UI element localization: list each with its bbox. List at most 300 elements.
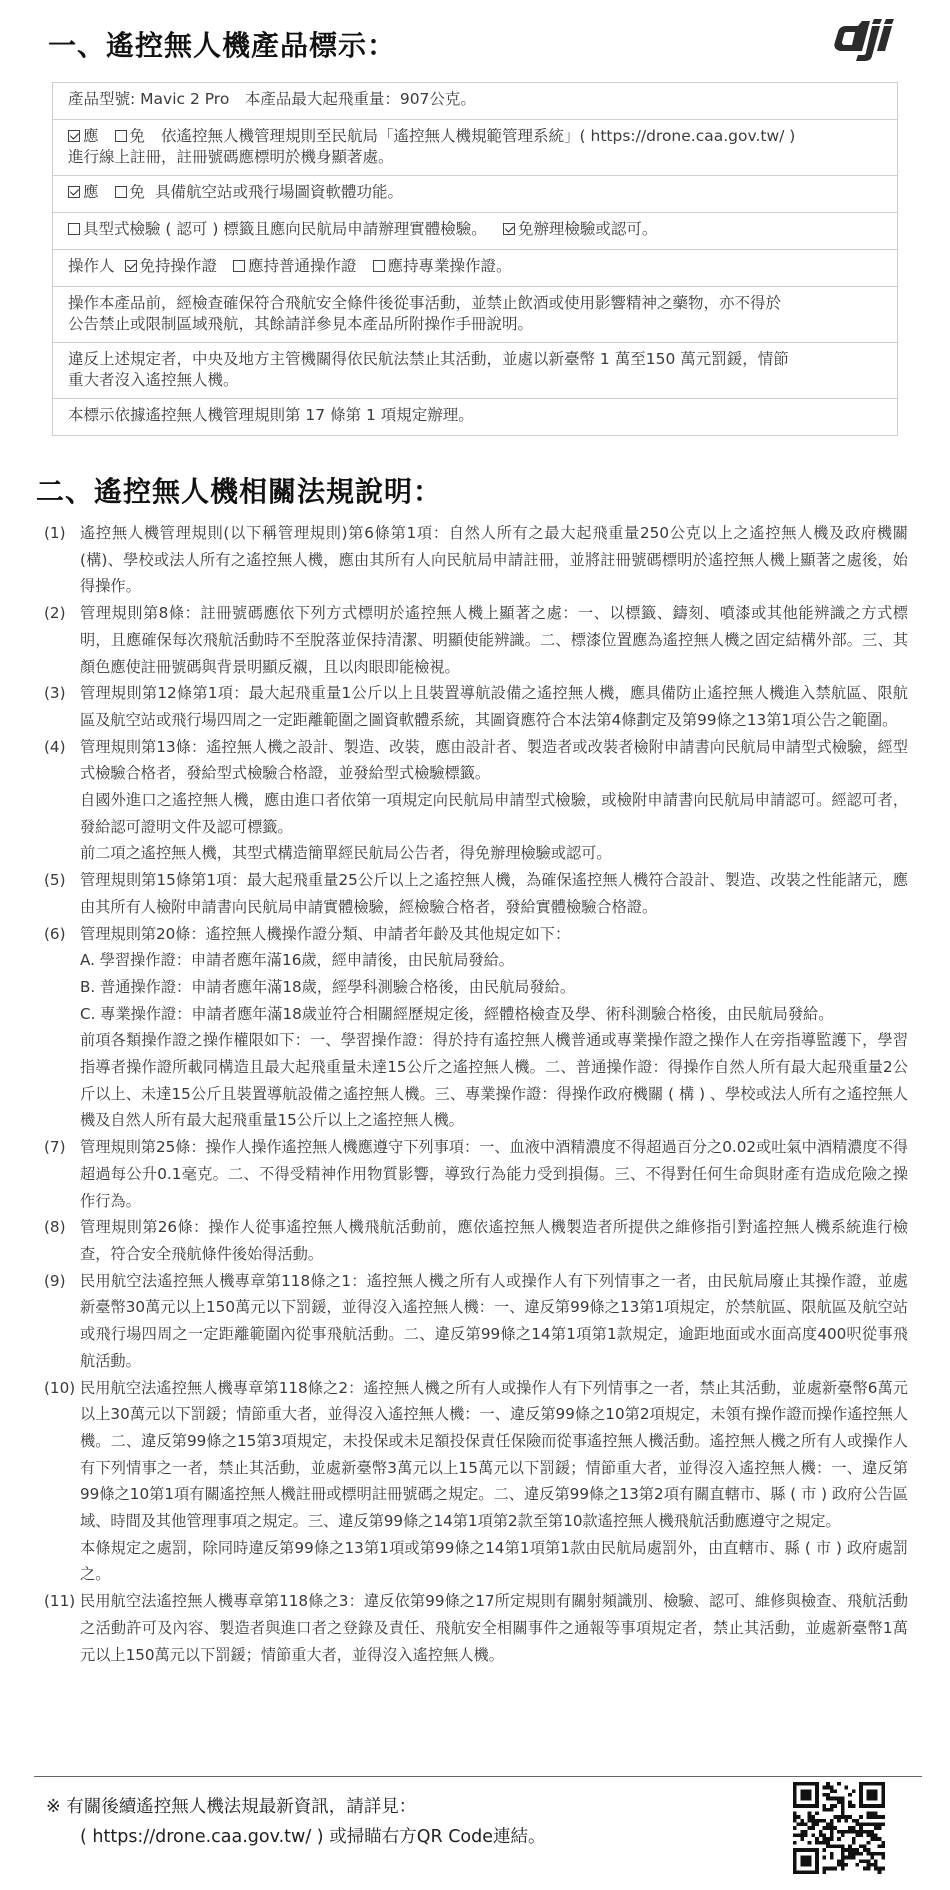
qr-module <box>815 1837 819 1841</box>
qr-module <box>826 1797 830 1801</box>
qr-module <box>859 1859 863 1863</box>
qr-module <box>800 1856 804 1860</box>
qr-module <box>811 1804 815 1808</box>
qr-module <box>837 1837 841 1841</box>
qr-module <box>808 1782 812 1786</box>
label-row-register <box>53 120 897 176</box>
qr-module <box>881 1804 885 1808</box>
qr-module <box>804 1856 808 1860</box>
qr-module <box>870 1793 874 1797</box>
qr-module <box>826 1786 830 1790</box>
qr-module <box>845 1815 849 1819</box>
regulation-item <box>44 1214 908 1267</box>
model-text: 產品型號: Mavic 2 Pro 本產品最大起飛重量：907公克。 <box>68 90 476 108</box>
qr-module <box>859 1845 863 1849</box>
qr-module <box>793 1841 797 1845</box>
qr-module <box>815 1848 819 1852</box>
label-row-model <box>53 83 897 120</box>
qr-module <box>881 1786 885 1790</box>
product-label-table <box>52 82 898 436</box>
qr-module <box>830 1867 834 1871</box>
regulation-paragraph: 前項各類操作證之操作權限如下：一、學習操作證：得於持有遙控無人機普通或專業操作證之操作人在旁指導監護下，學習指導者操作證所載同構造且最大起飛重量未達15公斤之遙控無人機。二、普通操作證：得操作自然人所有最大起飛重量2公斤以上、未達15公斤且裝置導航設備之遙控無人機。三、專業操作證：得操作政府機關 ( 構 ) 、學校或法人所有之遙控無人機及自然人所有最大起飛重量15公斤以上之遙控無人機。 <box>80 1031 908 1130</box>
qr-module <box>881 1822 885 1826</box>
qr-module <box>830 1808 834 1812</box>
qr-module <box>867 1859 871 1863</box>
qr-module <box>878 1852 882 1856</box>
regulation-number: (11) <box>44 1592 76 1611</box>
qr-module <box>830 1804 834 1808</box>
qr-module <box>833 1826 837 1830</box>
qr-module <box>852 1841 856 1845</box>
qr-module <box>867 1863 871 1867</box>
qr-module <box>874 1789 878 1793</box>
qr-module <box>822 1804 826 1808</box>
qr-module <box>881 1800 885 1804</box>
qr-module <box>822 1834 826 1838</box>
qr-module <box>793 1859 797 1863</box>
qr-module <box>815 1852 819 1856</box>
qr-module <box>878 1845 882 1849</box>
regulation-item <box>44 1268 908 1375</box>
qr-module <box>870 1834 874 1838</box>
qr-module <box>863 1867 867 1871</box>
qr-module <box>811 1822 815 1826</box>
qr-module <box>826 1826 830 1830</box>
qr-module <box>870 1789 874 1793</box>
qr-module <box>793 1786 797 1790</box>
qr-module <box>867 1822 871 1826</box>
register-text-line2: 進行線上註冊，註冊號碼應標明於機身顯著處。 <box>68 148 394 166</box>
register-no-label: 免 <box>129 127 146 145</box>
qr-code[interactable] <box>793 1782 885 1874</box>
qr-module <box>804 1859 808 1863</box>
qr-module <box>874 1804 878 1808</box>
checkbox-operator-general[interactable] <box>233 260 245 272</box>
operator-label: 操作人 <box>68 257 115 275</box>
qr-module <box>874 1867 878 1871</box>
qr-module <box>870 1804 874 1808</box>
qr-module <box>852 1789 856 1793</box>
qr-module <box>863 1782 867 1786</box>
qr-module <box>830 1837 834 1841</box>
qr-module <box>859 1804 863 1808</box>
qr-module <box>874 1859 878 1863</box>
qr-module <box>859 1793 863 1797</box>
qr-module <box>881 1867 885 1871</box>
qr-module <box>867 1830 871 1834</box>
qr-module <box>833 1789 837 1793</box>
section1-title: 一、遙控無人機產品標示： <box>48 29 397 62</box>
qr-module <box>800 1863 804 1867</box>
qr-module <box>808 1863 812 1867</box>
qr-module <box>881 1789 885 1793</box>
qr-module <box>856 1852 860 1856</box>
geofence-yes-label: 應 <box>83 183 99 201</box>
qr-module <box>859 1797 863 1801</box>
regulation-paragraph: 本條規定之處罰，除同時違反第99條之13第1項或第99條之14第1項第1款由民航局處罰外，由直轄市、縣 ( 市 ) 政府處罰之。 <box>80 1538 908 1584</box>
qr-module <box>826 1841 830 1845</box>
qr-module <box>841 1808 845 1812</box>
qr-module <box>815 1856 819 1860</box>
qr-module <box>826 1867 830 1871</box>
qr-module <box>841 1815 845 1819</box>
qr-module <box>878 1870 882 1874</box>
qr-module <box>800 1859 804 1863</box>
regulation-paragraph: 管理規則第12條第1項：最大起飛重量1公斤以上且裝置導航設備之遙控無人機，應具備防止遙控無人機進入禁航區、限航區及航空站或飛行場四周之一定距離範圍之圖資軟體系統，其圖資應符合本法第4條劃定及第99條之13第1項公告之範圍。 <box>80 684 908 729</box>
qr-module <box>808 1841 812 1845</box>
qr-module <box>848 1830 852 1834</box>
qr-module <box>859 1800 863 1804</box>
label-row-penalty <box>53 343 897 399</box>
qr-module <box>822 1826 826 1830</box>
qr-module <box>830 1856 834 1860</box>
regulation-item <box>44 867 908 920</box>
qr-module <box>863 1845 867 1849</box>
qr-module <box>867 1782 871 1786</box>
penalty-text-line2: 重大者沒入遙控無人機。 <box>68 371 239 389</box>
checkbox-inspection-exempt[interactable] <box>503 223 515 235</box>
qr-module <box>830 1834 834 1838</box>
qr-module <box>863 1822 867 1826</box>
regulation-paragraph: 民用航空法遙控無人機專章第118條之2：遙控無人機之所有人或操作人有下列情事之一者，禁止其活動，並處新臺幣6萬元以上30萬元以下罰鍰；情節重大者，並得沒入遙控無人機：一、違反第99條之10第2項規定，未領有操作證而操作遙控無人機。二、違反第99條之15第3項規定，未投保或未足額投保責任保險而從事遙控無人機活動。遙控無人機之所有人或操作人有下列情事之一者，禁止其活動，並處新臺幣3萬元以上15萬元以下罰鍰；情節重大者，並得沒入遙控無人機：一、違反第99條之10第1項有關遙控無人機註冊或標明註冊號碼之規定。二、違反第99條之13第2項有關直轄市、縣 ( 市 ) 政府公告區域、時間及其他管理事項之規定。三、違反第99條之14第1項第2款至第10款遙控無人機飛航活動應遵守之規定。 <box>80 1378 908 1531</box>
qr-module <box>808 1804 812 1808</box>
qr-module <box>852 1848 856 1852</box>
label-row-inspection <box>53 213 897 250</box>
regulation-number: (5) <box>44 871 66 890</box>
qr-module <box>811 1834 815 1838</box>
qr-module <box>830 1797 834 1801</box>
qr-module <box>808 1811 812 1815</box>
qr-module <box>822 1786 826 1790</box>
qr-module <box>797 1870 801 1874</box>
regulation-list <box>44 520 908 1668</box>
checkbox-inspection-type[interactable] <box>68 223 80 235</box>
qr-module <box>856 1819 860 1823</box>
qr-module <box>859 1834 863 1838</box>
safety-text-line1: 操作本產品前，經檢查確保符合飛航安全條件後從事活動，並禁止飲酒或使用影響精神之藥物，亦不得於 <box>68 294 782 312</box>
regulation-number: (4) <box>44 737 66 756</box>
qr-module <box>870 1863 874 1867</box>
qr-module <box>793 1782 797 1786</box>
qr-module <box>830 1786 834 1790</box>
qr-module <box>800 1804 804 1808</box>
qr-module <box>881 1793 885 1797</box>
qr-module <box>822 1837 826 1841</box>
qr-module <box>859 1822 863 1826</box>
qr-module <box>848 1815 852 1819</box>
qr-module <box>848 1804 852 1808</box>
qr-module <box>867 1811 871 1815</box>
qr-module <box>819 1834 823 1838</box>
qr-module <box>841 1852 845 1856</box>
qr-module <box>793 1797 797 1801</box>
qr-module <box>841 1845 845 1849</box>
qr-module <box>859 1830 863 1834</box>
regulation-paragraph: 遙控無人機管理規則(以下稱管理規則)第6條第1項：自然人所有之最大起飛重量250公克以上之遙控無人機及政府機關(構)、學校或法人所有之遙控無人機，應由其所有人向民航局申請註冊，並將註冊號碼標明於遙控無人機上顯著之處後，始得操作。 <box>80 524 908 596</box>
qr-module <box>874 1782 878 1786</box>
qr-module <box>837 1845 841 1849</box>
qr-module <box>878 1822 882 1826</box>
regulation-paragraph: 自國外進口之遙控無人機，應由進口者依第一項規定向民航局申請型式檢驗，或檢附申請書向民航局申請認可。經認可者，發給認可證明文件及認可標籤。 <box>80 791 908 836</box>
qr-module <box>797 1815 801 1819</box>
qr-module <box>793 1852 797 1856</box>
qr-module <box>837 1815 841 1819</box>
qr-module <box>804 1789 808 1793</box>
qr-module <box>800 1819 804 1823</box>
qr-module <box>874 1826 878 1830</box>
qr-module <box>845 1848 849 1852</box>
qr-module <box>819 1819 823 1823</box>
regulation-number: (6) <box>44 924 66 943</box>
qr-module <box>874 1863 878 1867</box>
regulation-paragraph: 前二項之遙控無人機，其型式構造簡單經民航局公告者，得免辦理檢驗或認可。 <box>80 844 612 863</box>
qr-module <box>815 1841 819 1845</box>
qr-module <box>811 1815 815 1819</box>
qr-module <box>867 1834 871 1838</box>
qr-module <box>863 1859 867 1863</box>
qr-module <box>881 1815 885 1819</box>
regulation-paragraph: 民用航空法遙控無人機專章第118條之1：遙控無人機之所有人或操作人有下列情事之一者，由民航局廢止其操作證，並處新臺幣30萬元以上150萬元以下罰鍰，並得沒入遙控無人機：一、違反第99條之13第1項規定，於禁航區、限航區及航空站或飛行場四周之一定距離範圍內從事飛航活動。二、違反第99條之14第1項第1款規定，逾距地面或水面高度400呎從事飛航活動。 <box>80 1271 908 1370</box>
qr-module <box>833 1797 837 1801</box>
footer-line1: ※ 有關後續遙控無人機法規最新資訊，請詳見： <box>46 1797 417 1817</box>
qr-module <box>863 1830 867 1834</box>
qr-module <box>878 1782 882 1786</box>
qr-module <box>859 1789 863 1793</box>
qr-module <box>881 1782 885 1786</box>
qr-module <box>804 1793 808 1797</box>
qr-module <box>845 1863 849 1867</box>
qr-module <box>833 1815 837 1819</box>
regulation-number: (9) <box>44 1271 66 1290</box>
regulation-number: (3) <box>44 684 66 703</box>
qr-module <box>870 1815 874 1819</box>
qr-module <box>856 1848 860 1852</box>
regulation-paragraph: C. 專業操作證：申請者應年滿18歲並符合相關經歷規定後，經體格檢查及學、術科測驗合格後，由民航局發給。 <box>80 1004 834 1023</box>
regulation-item <box>44 680 908 733</box>
qr-module <box>870 1852 874 1856</box>
qr-module <box>804 1863 808 1867</box>
qr-module <box>822 1819 826 1823</box>
qr-module <box>867 1789 871 1793</box>
qr-module <box>815 1867 819 1871</box>
qr-module <box>830 1845 834 1849</box>
qr-module <box>845 1819 849 1823</box>
qr-module <box>830 1819 834 1823</box>
qr-module <box>826 1837 830 1841</box>
regulation-paragraph: A. 學習操作證：申請者應年滿16歲，經申請後，由民航局發給。 <box>80 951 514 970</box>
qr-module <box>797 1822 801 1826</box>
qr-module <box>867 1841 871 1845</box>
qr-module <box>881 1856 885 1860</box>
qr-module <box>852 1852 856 1856</box>
qr-module <box>819 1841 823 1845</box>
qr-module <box>800 1830 804 1834</box>
qr-module <box>815 1797 819 1801</box>
operator-none-label: 免持操作證 <box>139 257 218 275</box>
qr-module <box>822 1841 826 1845</box>
qr-module <box>852 1819 856 1823</box>
qr-module <box>874 1822 878 1826</box>
qr-module <box>830 1822 834 1826</box>
qr-module <box>815 1804 819 1808</box>
qr-module <box>797 1834 801 1838</box>
regulation-paragraph: 管理規則第26條：操作人從事遙控無人機飛航活動前，應依遙控無人機製造者所提供之維修指引對遙控無人機系統進行檢查，符合安全飛航條件後始得活動。 <box>80 1218 908 1263</box>
qr-module <box>793 1848 797 1852</box>
qr-module <box>808 1859 812 1863</box>
qr-module <box>859 1852 863 1856</box>
qr-module <box>793 1804 797 1808</box>
qr-module <box>815 1870 819 1874</box>
qr-module <box>822 1870 826 1874</box>
regulation-paragraph: 管理規則第8條：註冊號碼應依下列方式標明於遙控無人機上顯著之處：一、以標籤、鑄刻、噴漆或其他能辨識之方式標明，且應確保每次飛航活動時不至脫落並保持清潔、明顯使能辨識。二、標漆位置應為遙控無人機之固定結構外部。三、其顏色應使註冊號碼與背景明顯反襯，且以肉眼即能檢視。 <box>80 604 908 676</box>
qr-module <box>863 1804 867 1808</box>
regulation-paragraph: 管理規則第20條：遙控無人機操作證分類、申請者年齡及其他規定如下： <box>80 924 571 943</box>
qr-module <box>797 1804 801 1808</box>
qr-module <box>859 1826 863 1830</box>
geofence-no-label: 免 <box>129 183 146 201</box>
geofence-text: 具備航空站或飛行場圖資軟體功能。 <box>155 183 404 201</box>
operator-professional-label: 應持專業操作證。 <box>387 257 512 275</box>
regulation-item <box>44 921 908 1135</box>
qr-module <box>870 1837 874 1841</box>
qr-module <box>841 1804 845 1808</box>
qr-module <box>837 1800 841 1804</box>
qr-module <box>793 1793 797 1797</box>
qr-module <box>874 1793 878 1797</box>
qr-module <box>867 1793 871 1797</box>
qr-module <box>830 1826 834 1830</box>
regulation-item <box>44 600 908 680</box>
qr-module <box>867 1797 871 1801</box>
qr-module <box>852 1830 856 1834</box>
qr-module <box>793 1815 797 1819</box>
qr-module <box>874 1811 878 1815</box>
qr-module <box>870 1811 874 1815</box>
qr-module <box>811 1819 815 1823</box>
qr-module <box>811 1826 815 1830</box>
qr-module <box>841 1859 845 1863</box>
qr-module <box>841 1848 845 1852</box>
qr-module <box>852 1837 856 1841</box>
qr-module <box>859 1815 863 1819</box>
qr-module <box>841 1856 845 1860</box>
qr-module <box>815 1786 819 1790</box>
qr-module <box>852 1856 856 1860</box>
qr-module <box>856 1863 860 1867</box>
qr-module <box>863 1848 867 1852</box>
qr-module <box>841 1863 845 1867</box>
qr-module <box>856 1830 860 1834</box>
regulation-number: (2) <box>44 604 66 623</box>
qr-module <box>822 1856 826 1860</box>
dji-logo <box>832 18 906 62</box>
footer-note <box>46 1792 746 1852</box>
qr-module <box>841 1797 845 1801</box>
qr-module <box>822 1793 826 1797</box>
qr-module <box>811 1848 815 1852</box>
qr-module <box>856 1834 860 1838</box>
regulation-paragraph: 管理規則第15條第1項：最大起飛重量25公斤以上之遙控無人機，為確保遙控無人機符合設計、製造、改裝之性能諸元，應由其所有人檢附申請書向民航局申請實體檢驗，經檢驗合格者，發給實體檢驗合格證。 <box>80 871 908 916</box>
checkbox-geofence-no[interactable] <box>115 186 127 198</box>
qr-module <box>800 1870 804 1874</box>
qr-module <box>874 1852 878 1856</box>
qr-module <box>793 1811 797 1815</box>
qr-module <box>808 1870 812 1874</box>
qr-module <box>800 1789 804 1793</box>
qr-module <box>822 1848 826 1852</box>
qr-module <box>870 1782 874 1786</box>
qr-module <box>874 1797 878 1801</box>
qr-module <box>800 1793 804 1797</box>
qr-module <box>815 1863 819 1867</box>
qr-module <box>848 1800 852 1804</box>
qr-module <box>815 1800 819 1804</box>
qr-module <box>845 1830 849 1834</box>
qr-module <box>878 1867 882 1871</box>
regulation-item <box>44 1134 908 1214</box>
footer-line2: ( https://drone.caa.gov.tw/ ) 或掃瞄右方QR Code連結。 <box>80 1827 546 1847</box>
qr-module <box>881 1797 885 1801</box>
qr-module <box>808 1797 812 1801</box>
label-row-geofence <box>53 176 897 213</box>
inspection-type-label: 具型式檢驗 ( 認可 ) 標籤且應向民航局申請辦理實體檢驗。 <box>83 220 487 238</box>
qr-module <box>826 1808 830 1812</box>
qr-module <box>837 1797 841 1801</box>
qr-module <box>859 1786 863 1790</box>
qr-module <box>804 1834 808 1838</box>
qr-module <box>804 1804 808 1808</box>
qr-module <box>830 1830 834 1834</box>
checkbox-operator-none[interactable] <box>125 260 137 272</box>
qr-module <box>830 1852 834 1856</box>
checkbox-geofence-yes[interactable] <box>68 186 80 198</box>
qr-module <box>808 1793 812 1797</box>
qr-module <box>804 1870 808 1874</box>
regulation-paragraph: 民用航空法遙控無人機專章第118條之3：違反依第99條之17所定規則有關射頻識別、檢驗、認可、維修與檢查、飛航活動之活動許可及內容、製造者與進口者之登錄及責任、飛航安全相關事件之通報等事項規定者，禁止其活動，並處新臺幣1萬元以上150萬元以下罰鍰；情節重大者，並得沒入遙控無人機。 <box>80 1592 908 1664</box>
qr-module <box>819 1830 823 1834</box>
qr-module <box>833 1804 837 1808</box>
regulation-item <box>44 1588 908 1668</box>
qr-module <box>848 1848 852 1852</box>
qr-module <box>848 1856 852 1860</box>
qr-module <box>793 1856 797 1860</box>
qr-module <box>878 1826 882 1830</box>
regulation-paragraph: B. 普通操作證：申請者應年滿18歲，經學科測驗合格後，由民航局發給。 <box>80 977 576 996</box>
checkbox-register-yes[interactable] <box>68 130 80 142</box>
checkbox-register-no[interactable] <box>115 130 127 142</box>
regulation-item <box>44 734 908 868</box>
register-text-line1: 依遙控無人機管理規則至民航局「遙控無人機規範管理系統」( https://drone.caa.gov.tw/ ) <box>161 127 796 145</box>
qr-module <box>881 1852 885 1856</box>
qr-module <box>815 1811 819 1815</box>
qr-module <box>845 1856 849 1860</box>
qr-module <box>878 1837 882 1841</box>
checkbox-operator-professional[interactable] <box>373 260 385 272</box>
qr-module <box>848 1845 852 1849</box>
qr-module <box>815 1782 819 1786</box>
qr-module <box>867 1867 871 1871</box>
register-yes-label: 應 <box>83 127 99 145</box>
qr-module <box>804 1830 808 1834</box>
qr-module <box>804 1822 808 1826</box>
inspection-exempt-label: 免辦理檢驗或認可。 <box>517 220 658 238</box>
qr-module <box>837 1863 841 1867</box>
operator-general-label: 應持普通操作證 <box>248 257 357 275</box>
qr-module <box>874 1837 878 1841</box>
qr-module <box>878 1804 882 1808</box>
qr-module <box>833 1867 837 1871</box>
qr-module <box>815 1822 819 1826</box>
